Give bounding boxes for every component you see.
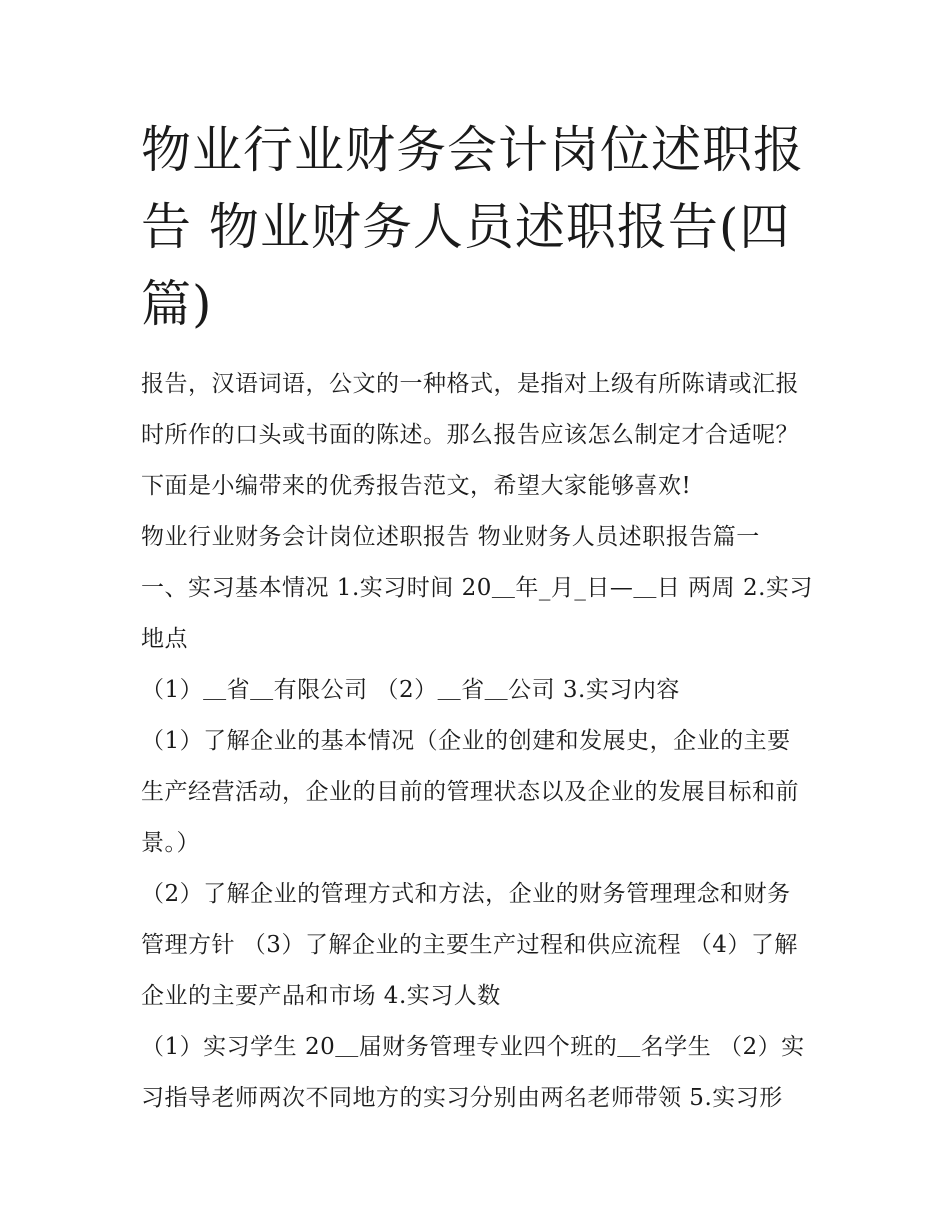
paragraph-locations: （1）＿省＿有限公司 （2）＿省＿公司 3.实习内容 (141, 677, 680, 703)
paragraph-content-2: （2）了解企业的管理方式和方法，企业的财务管理理念和财务管理方针 （3）了解企业的主要生产过程和供应流程 （4）了解企业的主要产品和市场 4.实习人数 (141, 881, 798, 1009)
document-title: 物业行业财务会计岗位述职报告 物业财务人员述职报告(四篇) (141, 121, 804, 333)
document-body (141, 359, 813, 1124)
document-page (141, 112, 813, 1124)
paragraph-content-1: （1）了解企业的基本情况（企业的创建和发展史，企业的主要生产经营活动，企业的目前的管理状态以及企业的发展目标和前景。） (141, 728, 799, 856)
paragraph-participants: （1）实习学生 20＿届财务管理专业四个班的＿名学生 （2）实习指导老师两次不同地方的实习分别由两名老师带领 5.实习形 (141, 1034, 805, 1111)
paragraph-internship-basics: 一、实习基本情况 1.实习时间 20＿年_月_日—＿日 两周 2.实习地点 (141, 575, 813, 652)
paragraph-intro: 报告，汉语词语，公文的一种格式，是指对上级有所陈请或汇报时所作的口头或书面的陈述。那么报告应该怎么制定才合适呢？下面是小编带来的优秀报告范文，希望大家能够喜欢! (141, 371, 799, 499)
paragraph-section-heading: 物业行业财务会计岗位述职报告 物业财务人员述职报告篇一 (141, 524, 760, 550)
